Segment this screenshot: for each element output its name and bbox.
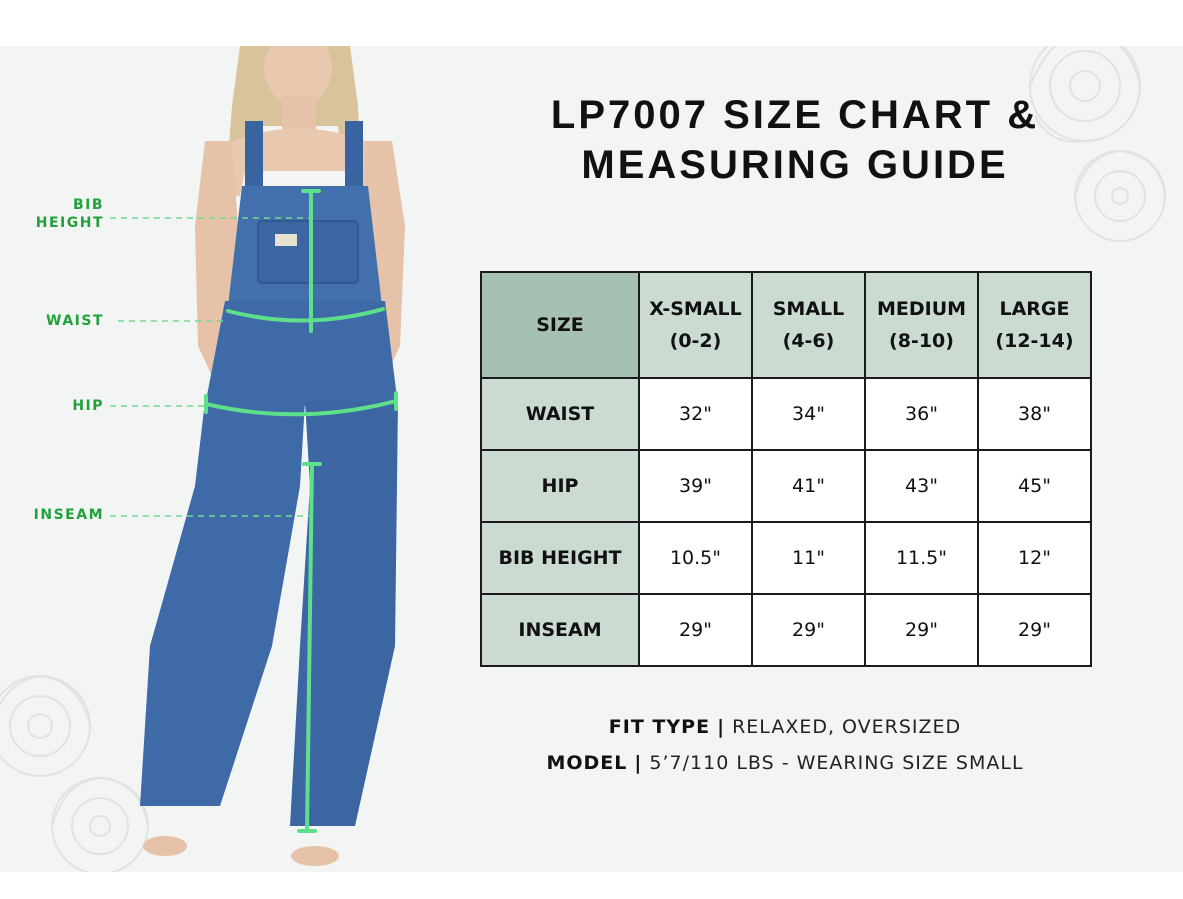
table-cell: 39" <box>639 450 752 522</box>
model-illustration <box>0 46 460 872</box>
column-header-x-small: X-SMALL (0-2) <box>639 272 752 378</box>
column-header-medium: MEDIUM (8-10) <box>865 272 978 378</box>
model-label: MODEL <box>546 752 628 774</box>
fit-type-label: FIT TYPE <box>608 716 711 738</box>
model-value: 5’7/110 LBS - WEARING SIZE SMALL <box>649 752 1024 774</box>
table-cell: 38" <box>978 378 1091 450</box>
row-label-waist: WAIST <box>481 378 639 450</box>
table-cell: 10.5" <box>639 522 752 594</box>
size-chart-table <box>480 271 1092 667</box>
table-cell: 11.5" <box>865 522 978 594</box>
row-label-inseam: INSEAM <box>481 594 639 666</box>
fit-type-separator: | <box>717 716 726 738</box>
table-header-row <box>481 272 1091 378</box>
table-cell: 36" <box>865 378 978 450</box>
table-row <box>481 378 1091 450</box>
table-cell: 45" <box>978 450 1091 522</box>
table-cell: 29" <box>639 594 752 666</box>
row-label-bib-height: BIB HEIGHT <box>481 522 639 594</box>
row-label-hip: HIP <box>481 450 639 522</box>
table-cell: 29" <box>865 594 978 666</box>
hip-label: HIP <box>72 398 104 414</box>
table-corner-cell: SIZE <box>481 272 639 378</box>
table-cell: 43" <box>865 450 978 522</box>
model-info-line <box>480 752 1090 774</box>
table-row <box>481 450 1091 522</box>
table-cell: 11" <box>752 522 865 594</box>
table-cell: 32" <box>639 378 752 450</box>
table-row <box>481 594 1091 666</box>
table-cell: 12" <box>978 522 1091 594</box>
title-line-1: LP7007 SIZE CHART & <box>550 93 1040 137</box>
fit-type-value: RELAXED, OVERSIZED <box>732 716 962 738</box>
overalls-body <box>205 301 398 406</box>
table-row <box>481 522 1091 594</box>
table-cell: 41" <box>752 450 865 522</box>
column-header-large: LARGE (12-14) <box>978 272 1091 378</box>
waist-label: WAIST <box>46 313 104 329</box>
column-header-small: SMALL (4-6) <box>752 272 865 378</box>
page-title <box>470 90 1120 190</box>
overalls-left-leg <box>140 401 305 806</box>
table-cell: 29" <box>752 594 865 666</box>
title-line-2: MEASURING GUIDE <box>581 143 1009 187</box>
inseam-label: INSEAM <box>33 507 104 523</box>
fit-type-line <box>480 716 1090 738</box>
bib-height-label: BIB HEIGHT <box>35 197 104 231</box>
model-separator: | <box>634 752 643 774</box>
table-cell: 34" <box>752 378 865 450</box>
table-cell: 29" <box>978 594 1091 666</box>
